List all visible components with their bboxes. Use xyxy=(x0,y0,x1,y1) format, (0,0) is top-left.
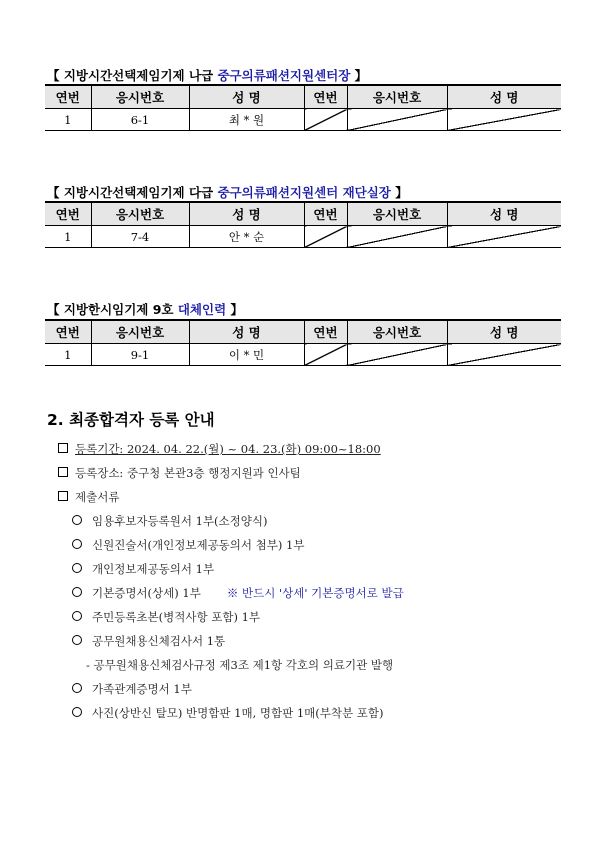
document-text: 가족관계증명서 1부 xyxy=(92,682,192,696)
circle-bullet-icon xyxy=(72,539,82,549)
empty-cell xyxy=(304,226,347,248)
col-header-no: 연번 xyxy=(45,202,91,226)
col-header-no: 연번 xyxy=(304,85,347,109)
section-title xyxy=(47,300,243,318)
cell-exam-no: 7-4 xyxy=(91,226,189,248)
cell-name: 안 * 순 xyxy=(189,226,304,248)
result-table xyxy=(45,201,561,248)
cell-exam-no: 6-1 xyxy=(91,109,189,131)
col-header-name: 성 명 xyxy=(189,320,304,344)
circle-bullet-icon xyxy=(72,707,82,717)
document-sub-note: - 공무원채용신체검사규정 제3조 제1항 각호의 의료기관 발행 xyxy=(86,658,394,672)
cell-no: 1 xyxy=(45,109,91,131)
checkbox-bullet-icon xyxy=(58,491,68,501)
empty-cell xyxy=(304,109,347,131)
table-header-row xyxy=(45,320,561,344)
col-header-name: 성 명 xyxy=(189,85,304,109)
section-title-prefix: 【 지방시간선택제임기제 다급 xyxy=(47,185,218,200)
result-table xyxy=(45,84,561,131)
section-title-suffix: 】 xyxy=(390,185,408,200)
section-title-prefix: 【 지방시간선택제임기제 나급 xyxy=(47,68,218,83)
empty-cell xyxy=(447,344,561,366)
empty-cell xyxy=(447,226,561,248)
table-header-row xyxy=(45,202,561,226)
document-text: 공무원채용신체검사서 1통 xyxy=(92,634,226,648)
empty-cell xyxy=(304,344,347,366)
circle-bullet-icon xyxy=(72,563,82,573)
document-text: 임용후보자등록원서 1부(소정양식) xyxy=(92,514,268,528)
col-header-name: 성 명 xyxy=(447,85,561,109)
circle-bullet-icon xyxy=(72,683,82,693)
col-header-exam-no: 응시번호 xyxy=(347,85,447,109)
table-header-row xyxy=(45,85,561,109)
document-item xyxy=(72,705,383,721)
cell-exam-no: 9-1 xyxy=(91,344,189,366)
registration-period-item xyxy=(58,441,381,457)
document-text: 사진(상반신 탈모) 반명함판 1매, 명함판 1매(부착분 포함) xyxy=(92,706,384,720)
circle-bullet-icon xyxy=(72,635,82,645)
section-title-suffix: 】 xyxy=(350,68,368,83)
registration-period: 등록기간: 2024. 04. 22.(월) ~ 04. 23.(화) 09:00~18:00 xyxy=(75,442,381,456)
empty-cell xyxy=(347,226,447,248)
cell-no: 1 xyxy=(45,226,91,248)
document-item xyxy=(72,585,404,601)
document-text: 기본증명서(상세) 1부 xyxy=(92,586,201,600)
col-header-exam-no: 응시번호 xyxy=(91,202,189,226)
col-header-name: 성 명 xyxy=(447,320,561,344)
circle-bullet-icon xyxy=(72,611,82,621)
section-title-highlight: 중구의류패션지원센터장 xyxy=(217,68,351,83)
col-header-no: 연번 xyxy=(304,320,347,344)
section-title-prefix: 【 지방한시임기제 9호 xyxy=(47,302,178,317)
col-header-no: 연번 xyxy=(45,85,91,109)
section-title-highlight: 대체인력 xyxy=(177,302,227,317)
document-item xyxy=(72,681,192,697)
registration-heading: 2. 최종합격자 등록 안내 xyxy=(47,411,215,429)
document-item xyxy=(72,609,260,625)
cell-name: 최 * 원 xyxy=(189,109,304,131)
document-text: 신원진술서(개인정보제공동의서 첨부) 1부 xyxy=(92,538,305,552)
col-header-exam-no: 응시번호 xyxy=(347,320,447,344)
col-header-name: 성 명 xyxy=(189,202,304,226)
document-note: ※ 반드시 '상세' 기본증명서로 발급 xyxy=(226,586,404,600)
section-title-suffix: 】 xyxy=(226,302,244,317)
col-header-no: 연번 xyxy=(304,202,347,226)
col-header-exam-no: 응시번호 xyxy=(347,202,447,226)
document-item xyxy=(72,537,304,553)
col-header-exam-no: 응시번호 xyxy=(91,85,189,109)
table-row xyxy=(45,344,561,366)
col-header-name: 성 명 xyxy=(447,202,561,226)
col-header-no: 연번 xyxy=(45,320,91,344)
section-title-highlight: 중구의류패션지원센터 재단실장 xyxy=(217,185,391,200)
documents-label: 제출서류 xyxy=(75,490,120,504)
document-item xyxy=(72,561,214,577)
result-table xyxy=(45,319,561,366)
col-header-exam-no: 응시번호 xyxy=(91,320,189,344)
cell-name: 이 * 민 xyxy=(189,344,304,366)
document-text: 개인정보제공동의서 1부 xyxy=(92,562,215,576)
section-title xyxy=(47,66,367,84)
document-item xyxy=(72,633,225,649)
table-row xyxy=(45,226,561,248)
cell-no: 1 xyxy=(45,344,91,366)
document-text: 주민등록초본(병적사항 포함) 1부 xyxy=(92,610,261,624)
registration-place: 등록장소: 중구청 본관3층 행정지원과 인사팀 xyxy=(75,466,301,480)
documents-label-item xyxy=(58,489,119,505)
registration-place-item xyxy=(58,465,301,481)
empty-cell xyxy=(447,109,561,131)
section-title xyxy=(47,183,408,201)
checkbox-bullet-icon xyxy=(58,443,68,453)
document-item xyxy=(72,513,267,529)
table-row xyxy=(45,109,561,131)
checkbox-bullet-icon xyxy=(58,467,68,477)
circle-bullet-icon xyxy=(72,515,82,525)
circle-bullet-icon xyxy=(72,587,82,597)
empty-cell xyxy=(347,109,447,131)
empty-cell xyxy=(347,344,447,366)
